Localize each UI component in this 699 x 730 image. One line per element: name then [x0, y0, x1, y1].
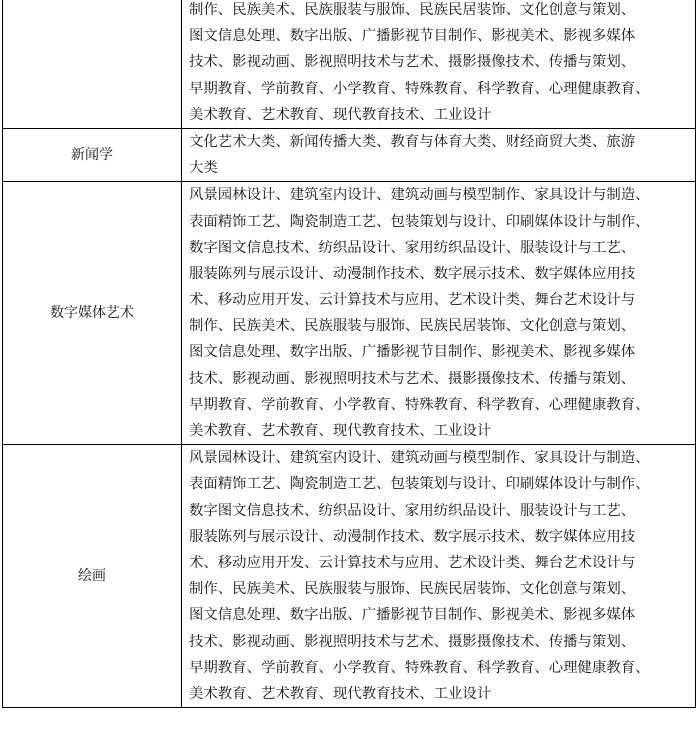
text-line: 图文信息处理、数字出版、广播影视节目制作、影视美术、影视多媒体: [189, 28, 636, 45]
text-line: 风景园林设计、建筑室内设计、建筑动画与模型制作、家具设计与制造、: [189, 450, 650, 467]
text-line: 技术、影视动画、影视照明技术与艺术、摄影摄像技术、传播与策划、: [189, 633, 636, 650]
table-row: [3, 182, 696, 445]
text-line: 早期教育、学前教育、小学教育、特殊教育、科学教育、心理健康教育、: [189, 659, 650, 676]
text-line: 数字图文信息技术、纺织品设计、家用纺织品设计、服装设计与工艺、: [189, 239, 636, 256]
table-row: [3, 0, 696, 128]
related-majors-cell: [182, 182, 696, 445]
text-line: 制作、民族美术、民族服装与服饰、民族民居装饰、文化创意与策划、: [189, 581, 636, 598]
text-line: 服装陈列与展示设计、动漫制作技术、数字展示技术、数字媒体应用技: [189, 265, 636, 282]
text-line: 早期教育、学前教育、小学教育、特殊教育、科学教育、心理健康教育、: [189, 396, 650, 413]
major-name-cell: [3, 0, 182, 128]
text-line: 图文信息处理、数字出版、广播影视节目制作、影视美术、影视多媒体: [189, 607, 636, 624]
text-line: 大类: [189, 160, 218, 177]
text-line: 制作、民族美术、民族服装与服饰、民族民居装饰、文化创意与策划、: [189, 318, 636, 335]
text-line: 术、移动应用开发、云计算技术与应用、艺术设计类、舞台艺术设计与: [189, 292, 636, 309]
text-line: 文化艺术大类、新闻传播大类、教育与体育大类、财经商贸大类、旅游: [189, 133, 636, 150]
major-name-cell: 数字媒体艺术: [3, 182, 182, 445]
text-line: 图文信息处理、数字出版、广播影视节目制作、影视美术、影视多媒体: [189, 344, 636, 361]
text-line: 技术、影视动画、影视照明技术与艺术、摄影摄像技术、传播与策划、: [189, 54, 636, 71]
table-row: [3, 128, 696, 181]
related-majors-cell: [182, 0, 696, 128]
text-line: 数字图文信息技术、纺织品设计、家用纺织品设计、服装设计与工艺、: [189, 502, 636, 519]
related-majors-cell: [182, 445, 696, 708]
major-name-cell: 新闻学: [3, 128, 182, 181]
text-line: 术、移动应用开发、云计算技术与应用、艺术设计类、舞台艺术设计与: [189, 554, 636, 571]
text-line: 早期教育、学前教育、小学教育、特殊教育、科学教育、心理健康教育、: [189, 80, 650, 97]
text-line: 表面精饰工艺、陶瓷制造工艺、包装策划与设计、印刷媒体设计与制作、: [189, 213, 650, 230]
major-name-cell: 绘画: [3, 445, 182, 708]
text-line: 表面精饰工艺、陶瓷制造工艺、包装策划与设计、印刷媒体设计与制作、: [189, 476, 650, 493]
related-majors-cell: [182, 128, 696, 181]
text-line: 制作、民族美术、民族服装与服饰、民族民居装饰、文化创意与策划、: [189, 2, 636, 18]
text-line: 风景园林设计、建筑室内设计、建筑动画与模型制作、家具设计与制造、: [189, 187, 650, 204]
text-line: 美术教育、艺术教育、现代教育技术、工业设计: [189, 685, 492, 702]
text-line: 技术、影视动画、影视照明技术与艺术、摄影摄像技术、传播与策划、: [189, 370, 636, 387]
text-line: 美术教育、艺术教育、现代教育技术、工业设计: [189, 106, 492, 123]
majors-table: [2, 0, 696, 708]
text-line: 服装陈列与展示设计、动漫制作技术、数字展示技术、数字媒体应用技: [189, 528, 636, 545]
text-line: 美术教育、艺术教育、现代教育技术、工业设计: [189, 423, 492, 439]
table-row: [3, 445, 696, 708]
